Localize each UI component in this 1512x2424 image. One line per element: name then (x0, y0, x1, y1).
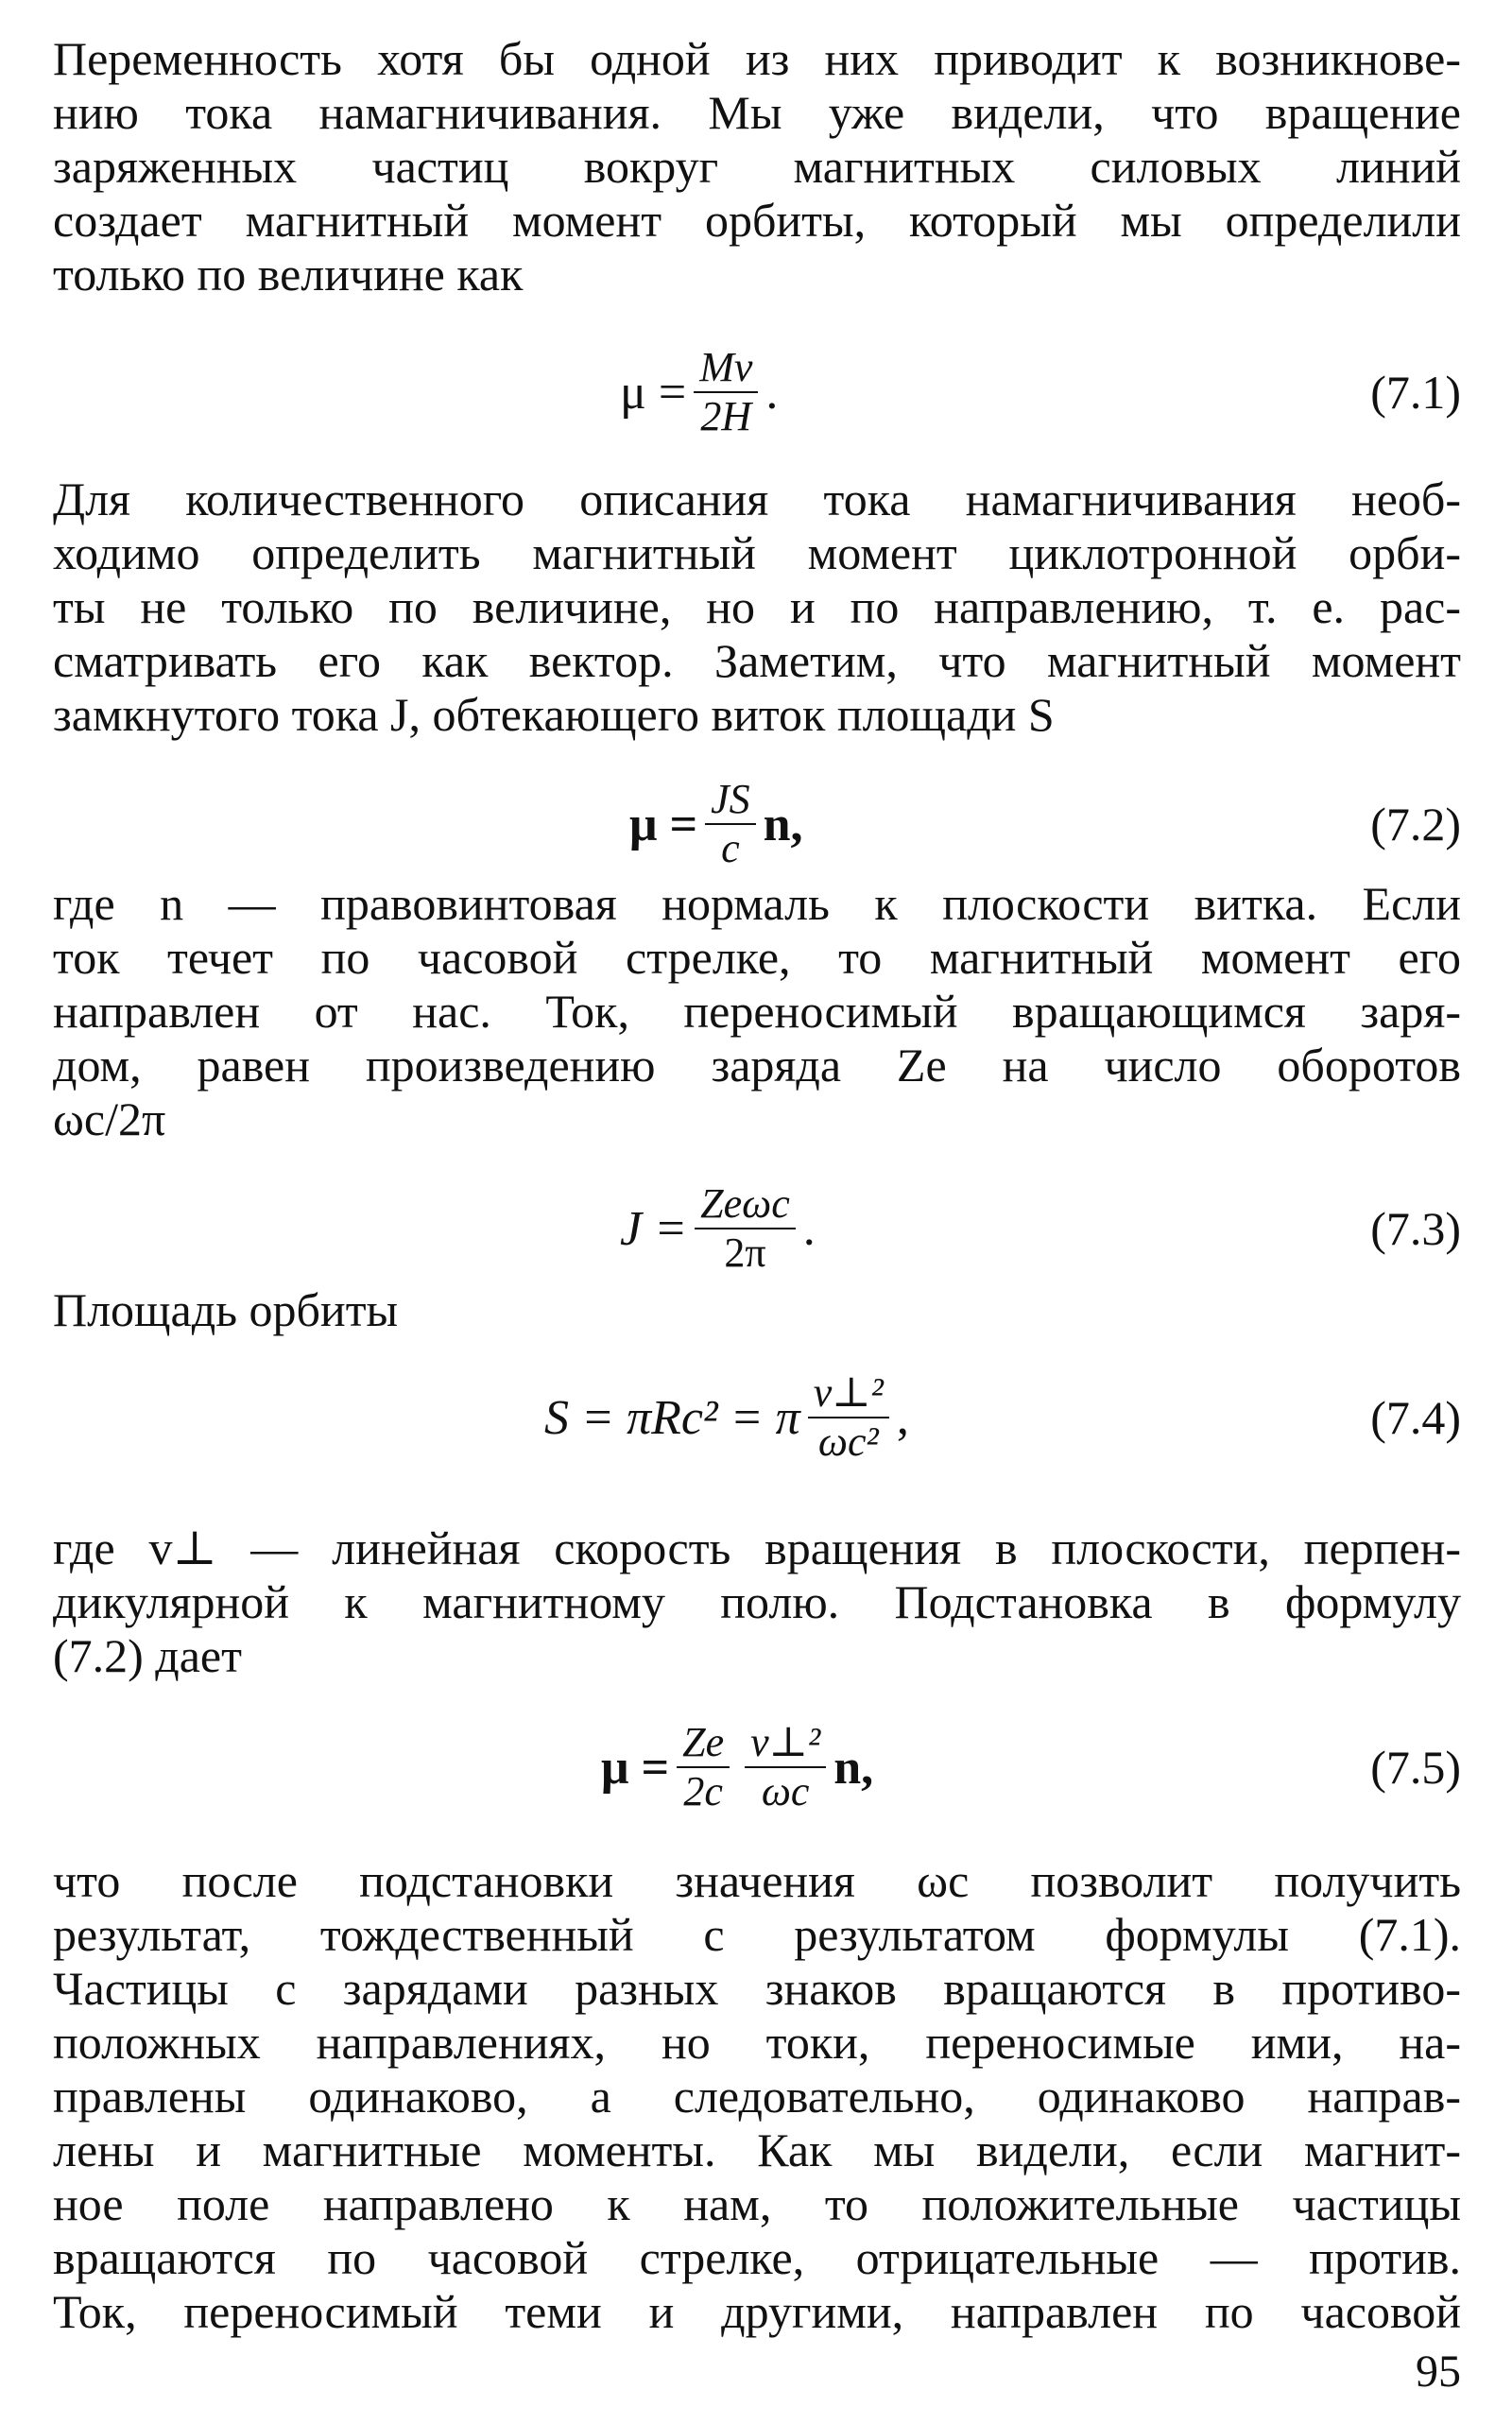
paragraph-3 (53, 877, 1461, 1146)
text-line: замкнутого тока J, обтекающего виток площади S (53, 688, 1055, 741)
text-line: Частицы с зарядами разных знаков вращаются в противо- (53, 1962, 1461, 2015)
text-line: дом, равен произведению заряда Ze на число оборотов (53, 1039, 1461, 1092)
equation-lhs: J = (620, 1201, 688, 1256)
text-line: создает магнитный момент орбиты, который мы определили (53, 194, 1461, 247)
paragraph-6 (53, 1854, 1461, 2339)
text-line: ток течет по часовой стрелке, то магнитный момент его (53, 931, 1461, 984)
fraction-numerator: v⊥² (808, 1369, 889, 1418)
equation-number: (7.1) (1370, 366, 1461, 419)
equation-lhs: μ = (620, 365, 687, 420)
equation-7-2 (53, 767, 1461, 881)
text-line: дикулярной к магнитному полю. Подстановка в формулу (53, 1575, 1461, 1628)
equation-7-5 (53, 1711, 1461, 1824)
text-line: вращаются по часовой стрелке, отрицательные — против. (53, 2231, 1461, 2284)
equation-lhs: μ = (601, 1740, 670, 1795)
equation-7-1 (53, 335, 1461, 449)
text-line: только по величине как (53, 248, 524, 301)
text-line: Ток, переносимый теми и другими, направлен по часовой (53, 2285, 1461, 2338)
fraction (745, 1719, 826, 1815)
equation-7-4 (53, 1361, 1461, 1474)
equation-tail: n, (763, 797, 803, 851)
equation-lhs: S = πRc² = π (544, 1390, 800, 1445)
text-line: ходимо определить магнитный момент циклотронной орби- (53, 526, 1461, 579)
text-line: Площадь орбиты (53, 1283, 399, 1336)
equation-number: (7.4) (1370, 1391, 1461, 1444)
text-line: положных направлениях, но токи, переносимые ими, на- (53, 2016, 1461, 2069)
text-line: ωc/2π (53, 1092, 166, 1145)
text-line: Для количественного описания тока намагничивания необ- (53, 473, 1461, 525)
page-number: 95 (1416, 2347, 1461, 2397)
text-line: сматривать его как вектор. Заметим, что магнитный момент (53, 634, 1461, 687)
equation-tail: n, (833, 1740, 874, 1795)
text-line: ное поле направлено к нам, то положительные частицы (53, 2177, 1461, 2230)
fraction (694, 344, 758, 440)
paragraph-4 (53, 1283, 1461, 1337)
equation-tail: , (896, 1390, 909, 1445)
fraction (808, 1369, 889, 1466)
fraction-numerator: JS (705, 776, 756, 825)
text-line: где n — правовинтовая нормаль к плоскости витка. Если (53, 877, 1461, 930)
fraction-numerator: Zeωc (695, 1180, 796, 1229)
text-line: заряженных частиц вокруг магнитных силовых линий (53, 140, 1461, 193)
fraction-numerator: v⊥² (745, 1719, 826, 1768)
equation-lhs: μ = (629, 797, 698, 851)
text-line: лены и магнитные моменты. Как мы видели, если магнит- (53, 2123, 1461, 2176)
fraction-numerator: Mv (694, 344, 758, 393)
equation-tail: . (802, 1201, 816, 1256)
text-line: нию тока намагничивания. Мы уже видели, что вращение (53, 86, 1461, 139)
text-line: ты не только по величине, но и по направлению, т. е. рас- (53, 580, 1461, 633)
equation-number: (7.5) (1370, 1741, 1461, 1794)
equation-7-3 (53, 1172, 1461, 1285)
fraction-denominator: ωc (761, 1768, 810, 1814)
paragraph-1 (53, 32, 1461, 301)
equation-number: (7.2) (1370, 798, 1461, 851)
text-line: результат, тождественный с результатом формулы (7.1). (53, 1908, 1461, 1961)
fraction-denominator: 2π (724, 1229, 766, 1276)
text-line: где v⊥ — линейная скорость вращения в плоскости, перпен- (53, 1521, 1461, 1574)
fraction-denominator: 2c (683, 1768, 723, 1814)
text-line: правлены одинаково, а следовательно, одинаково направ- (53, 2070, 1461, 2123)
fraction-denominator: 2H (700, 393, 752, 439)
paragraph-2 (53, 473, 1461, 742)
equation-number: (7.3) (1370, 1202, 1461, 1255)
fraction-numerator: Ze (677, 1719, 730, 1768)
text-line: (7.2) дает (53, 1629, 242, 1682)
text-line: направлен от нас. Ток, переносимый вращающимся заря- (53, 985, 1461, 1038)
paragraph-5 (53, 1521, 1461, 1683)
fraction (695, 1180, 796, 1277)
fraction-denominator: ωc² (817, 1418, 879, 1465)
fraction-denominator: c (721, 825, 740, 871)
fraction (705, 776, 756, 872)
fraction (677, 1719, 730, 1815)
text-line: что после подстановки значения ωc позволит получить (53, 1854, 1461, 1907)
text-line: Переменность хотя бы одной из них приводит к возникнове- (53, 32, 1461, 85)
equation-tail: . (765, 365, 779, 420)
